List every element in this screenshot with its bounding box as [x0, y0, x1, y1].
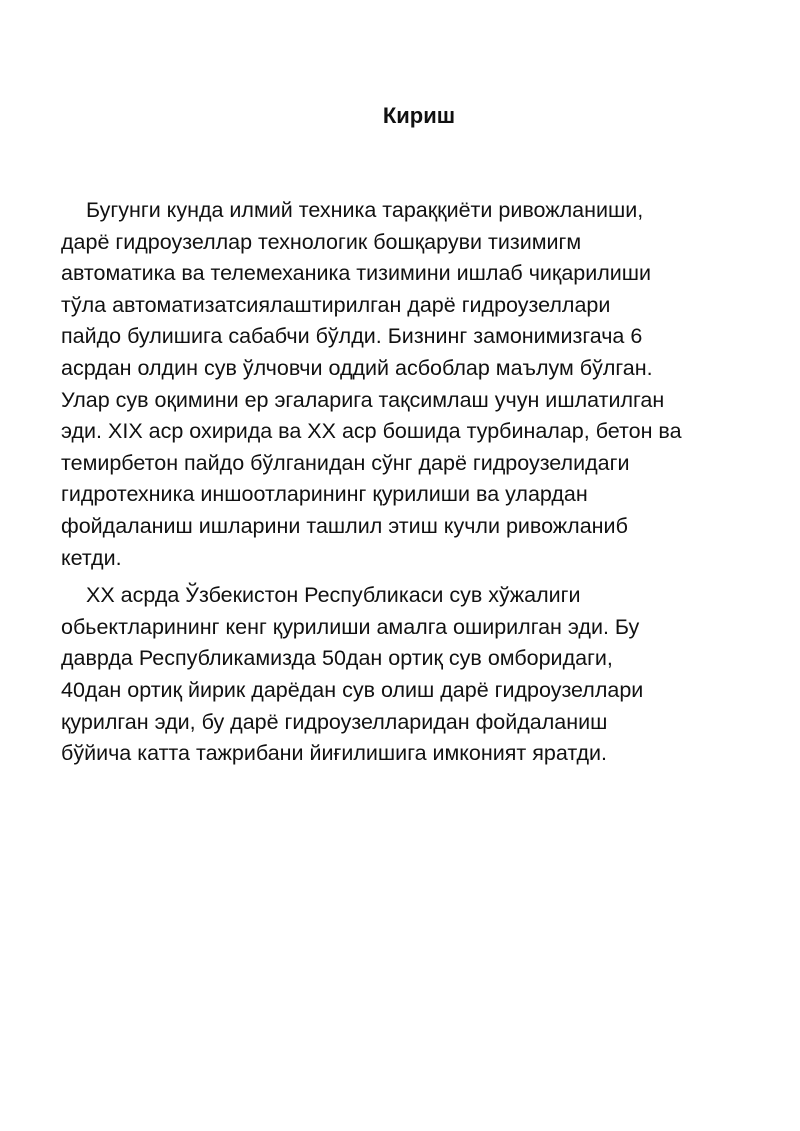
paragraph-line: темирбетон пайдо бўлганидан сўнг дарё гидроузелидаги	[61, 450, 630, 475]
paragraph-line: гидротехника иншоотларининг қурилиши ва улардан	[61, 482, 588, 507]
paragraph-line: дарё гидроузеллар технологик бошқаруви тизимигм	[61, 229, 582, 254]
paragraph-line: кетди.	[61, 545, 122, 570]
paragraph-line: Бугунги кунда илмий техника тараққиёти ривожланиши,	[86, 198, 644, 222]
paragraph-line: бўйича катта тажрибани йиғилишига имконият яратди.	[61, 741, 607, 766]
paragraph-line: даврда Республикамизда 50дан ортиқ сув омборидаги,	[61, 646, 613, 671]
document-body	[61, 195, 761, 776]
paragraph-line: Улар сув оқимини ер эгаларига тақсимлаш учун ишлатилган	[61, 387, 665, 412]
paragraph-line: қурилган эди, бу дарё гидроузелларидан фойдаланиш	[61, 709, 608, 734]
paragraph-line: тўла автоматизатсиялаштирилган дарё гидроузеллари	[61, 292, 611, 317]
paragraph-line: автоматика ва телемеханика тизимини ишлаб чиқарилиши	[61, 261, 652, 286]
paragraph-line: асрдан олдин сув ўлчовчи оддий асбоблар маълум бўлган.	[61, 355, 653, 380]
paragraph-line: 40дан ортиқ йирик дарёдан сув олиш дарё гидроузеллари	[61, 677, 644, 702]
paragraph-line: эди. XIX аср охирида ва XX аср бошида турбиналар, бетон ва	[61, 419, 682, 444]
paragraph-line: XX асрда Ўзбекистон Республикаси сув хўжалиги	[86, 583, 581, 608]
paragraph-line: обьектларининг кенг қурилиши амалга оширилган эди. Бу	[61, 614, 640, 639]
paragraph-line: пайдо булишига сабабчи бўлди. Бизнинг замонимизгача 6	[61, 324, 643, 349]
page-title: Кириш	[382, 103, 456, 128]
paragraph-line: фойдаланиш ишларини ташлил этиш кучли ривожланиб	[61, 513, 628, 538]
paragraph-2	[61, 580, 761, 770]
paragraph-1	[61, 195, 761, 574]
